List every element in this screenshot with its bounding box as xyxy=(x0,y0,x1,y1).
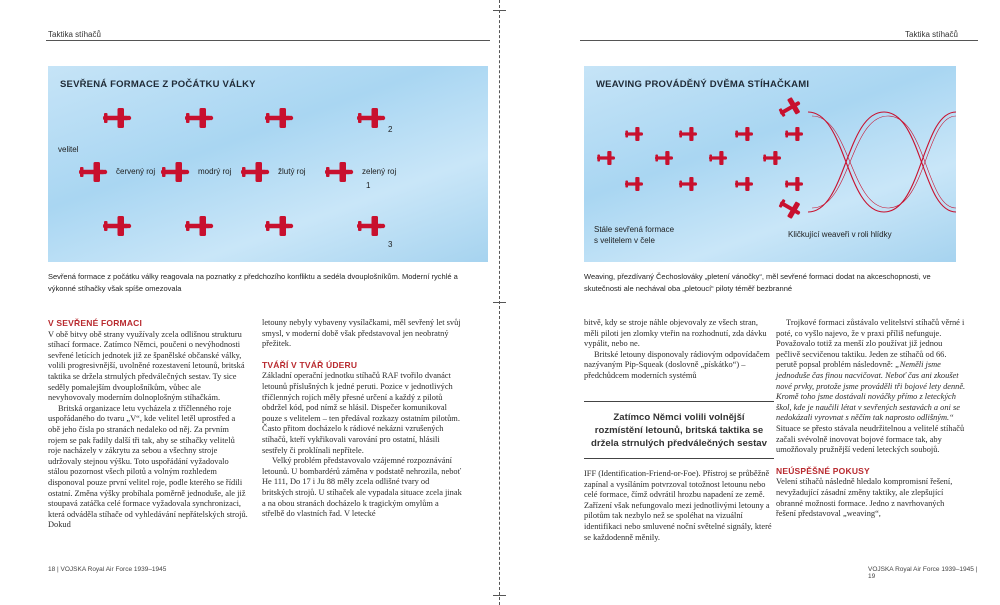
pull-quote: Zatímco Němci volili volnější rozmístění letounů, britská taktika se držela strnulých předválečných sestav xyxy=(584,401,774,459)
text-column-1 xyxy=(584,318,772,382)
head-rule xyxy=(580,40,978,41)
paragraph xyxy=(776,318,966,456)
figure-title: SEVŘENÁ FORMACE Z POČÁTKU VÁLKY xyxy=(60,79,256,90)
label-blue-flight: modrý roj xyxy=(198,167,232,176)
plane-icon xyxy=(735,127,753,141)
left-page xyxy=(22,0,492,605)
paragraph: bitvě, kdy se stroje náhle objevovaly ze všech stran, měli piloti jen zlomky vteřin na rozhodnutí, zda dávku vypálit, nebo ne. xyxy=(584,318,767,349)
quote-text: „Neměli jsme jednoduše čas finou nacvičovat. Neboť čas ani zkoušet nové prvky, protože jsme prováděli tři bojové lety denně. Kromě toho jsme dostávali nováčky přímo z leteckých škol, kde je naučili létat v sevřených sestavách a oni se nedokázali vyrovnat s něčím tak naprosto odlišným.“ xyxy=(776,360,966,423)
label-red-flight: červený roj xyxy=(116,167,156,176)
paragraph: Velení stíhačů následně hledalo kompromisní řešení, nevyžadující zásadní změny taktiky, ale zlepšující obranné možnosti formace. Jedno z navrhovaných řešení představoval „weaving“, xyxy=(776,477,953,519)
text-column-1-continued xyxy=(584,469,772,543)
plane-icon xyxy=(625,177,643,191)
plane-icon xyxy=(265,108,293,128)
figure-title: WEAVING PROVÁDĚNÝ DVĚMA STÍHAČKAMI xyxy=(596,79,810,90)
text-column-2 xyxy=(262,318,462,520)
label-number-2: 2 xyxy=(388,125,393,134)
plane-icon xyxy=(735,177,753,191)
section-heading: V SEVŘENÉ FORMACI xyxy=(48,318,143,328)
weave-path xyxy=(808,112,956,212)
plane-icon xyxy=(79,162,107,182)
page-folio: 18 | VOJSKA Royal Air Force 1939–1945 xyxy=(48,566,167,573)
section-heading: NEÚSPĚŠNÉ POKUSY xyxy=(776,465,870,476)
text-column-2 xyxy=(776,318,966,520)
label-formation-1: Stále sevřená formace xyxy=(594,225,675,234)
figure-caption: Sevřená formace z počátku války reagovala na poznatky z předchozího konfliktu a sedéla dvouplošníkům. Moderní rychlé a výkonné stíhačky však spíše omezovala xyxy=(48,272,458,293)
right-page xyxy=(508,0,978,605)
paragraph: Velký problém představovalo vzájemné rozpoznávání letounů. U bombardérů záměna v podstatě nehrozila, neboť He 111, Do 17 i Ju 88 měly zcela odlišné tvary od britských strojů. U stíhaček ale vypadala situace zcela jinak a na obou stranách docházelo k tragickým omylům a střelbě do vlastních řad. V letecké xyxy=(262,456,462,519)
crop-mark xyxy=(493,10,506,11)
plane-icon xyxy=(357,216,385,236)
crop-mark xyxy=(493,302,506,303)
plane-icon xyxy=(103,108,131,128)
paragraph: Britské letouny disponovaly rádiovým odpovídačem nazývaným Pip-Squeak (doslovně „pískátko“) – předchůdcem moderních systémů xyxy=(584,349,770,380)
plane-icon xyxy=(785,127,803,141)
label-number-1: 1 xyxy=(366,181,371,190)
plane-icon xyxy=(679,177,697,191)
weaver-plane-icon xyxy=(776,195,804,221)
plane-icon xyxy=(357,108,385,128)
figure-caption: Weaving, přezdívaný Čechoslováky „pletení vánočky“, měl sevřené formaci dodat na akceschopnosti, ve skutečnosti ale nechával oba „pletoucí“ piloty téměř bezbranné xyxy=(584,272,931,293)
figure-weaving xyxy=(584,66,956,262)
paragraph: V obě bitvy obě strany využívaly zcela odlišnou strukturu stíhací formace. Zatímco Němci, poučeni o nevýhodnosti sevřené letících jednotek již ze španělské občanské války, volili progresivnější, uvolněné rozestavení letounů, britská taktika se držela strnulých předválečných sestav. Ty sice seděly pomalejším dvouplošníkům, vůbec ale nevyhovovaly moderním dolnoplošným stíhačkám. xyxy=(48,329,245,403)
paragraph: IFF (Identification-Friend-or-Foe). Přístroj se průběžně zapínal a vysíláním potvrzoval totožnost letounu nebo celé formace, čímž odvrátil hrozbu napadení ze země. Zařízení však nefungovalo mezi jednotlivými letouny a pilotům tak nezbylo než se spoléhat na vizuální identifikaci nebo smluvené noční světelné signály, které se každodenně měnily. xyxy=(584,469,772,542)
plane-icon xyxy=(597,151,615,165)
plane-icon xyxy=(161,162,189,182)
crop-mark xyxy=(493,595,506,596)
plane-icon xyxy=(265,216,293,236)
plane-icon xyxy=(655,151,673,165)
label-number-3: 3 xyxy=(388,240,393,249)
plane-icon xyxy=(241,162,269,182)
label-green-flight: zelený roj xyxy=(362,167,397,176)
plane-icon xyxy=(763,151,781,165)
paragraph: letouny nebyly vybaveny vysílačkami, měl sevřený let svůj smysl, v moderní době však představoval jen neobratný přežitek. xyxy=(262,318,461,349)
paragraph-text: Trojkové formaci zůstávalo velitelství stíhačů věrné i poté, co vyšlo najevo, že v praxi příliš nefunguje. Považovalo totiž za menší zlo používat již jednou pečlivě secvičenou taktiku. Jeden ze stíhačů od 66. perutě popsal problém následovně: xyxy=(776,318,965,370)
plane-icon xyxy=(103,216,131,236)
page-folio: VOJSKA Royal Air Force 1939–1945 | 19 xyxy=(868,566,978,580)
text-column-1 xyxy=(48,318,248,531)
running-head: Taktika stíhačů xyxy=(48,30,101,39)
plane-icon xyxy=(625,127,643,141)
label-weavers: Kličkující weaveři v roli hlídky xyxy=(788,230,892,239)
plane-icon xyxy=(785,177,803,191)
paragraph: Základní operační jednotku stíhačů RAF tvořilo dvanáct letounů příslušných k jedné peruti. Pozice v jednotlivých tříčlenných rojích měly přesné určení a každý z pilotů obdržel kód, pod nímž se hlásil. Dispečer komunikoval pouze s velitelem – ten předával rozkazy ostatním pilotům. Často přitom docházelo k rádiové nekázni vzrušených stíhačů, kteří vykřikovali varování pro ostatní, hlásili sestřely či proklínali nepřítele. xyxy=(262,371,460,455)
figure-tight-formation xyxy=(48,66,488,262)
plane-icon xyxy=(185,108,213,128)
formation-diagram xyxy=(48,66,488,262)
label-formation-2: s velitelem v čele xyxy=(594,236,655,245)
head-rule xyxy=(46,40,490,41)
plane-icon xyxy=(679,127,697,141)
weaver-plane-icon xyxy=(776,95,804,121)
paragraph-text: Situace se přesto stávala neudržitelnou a velitelé stíhačů začali svévolně inovovat bojové formace tak, aby umožňovaly pružnější vedení leteckých soubojů. xyxy=(776,423,965,455)
paragraph: Britská organizace letu vycházela z tříčlenného roje uspořádaného do tvaru „V“, kde velitel letěl uprostřed a obě jeho čísla po stranách nedaleko od něj. Za prvním rojem se pak řadily další tři tak, aby se stíhačky velitelů roje nacházely v zákrytu za sebou a všechny stroje udržovaly stejnou výšku. Toto uspořádání vyžadovalo stálou pozornost všech pilotů a volným rozhledem disponoval pouze první velitel roje, podle kterého se řídili ostatní. Změna výšky probíhala poměrně jednoduše, ale již stoupavá zatáčka celé formace vyžadovala synchronizaci, která odváděla stíhače od vyhledávání nepřátelských strojů. Dokud xyxy=(48,403,248,530)
label-yellow-flight: žlutý roj xyxy=(278,167,306,176)
plane-icon xyxy=(325,162,353,182)
running-head: Taktika stíhačů xyxy=(905,30,958,39)
section-heading: TVÁŘÍ V TVÁŘ ÚDERU xyxy=(262,359,358,370)
plane-icon xyxy=(709,151,727,165)
label-leader: velitel xyxy=(58,145,79,154)
plane-icon xyxy=(185,216,213,236)
